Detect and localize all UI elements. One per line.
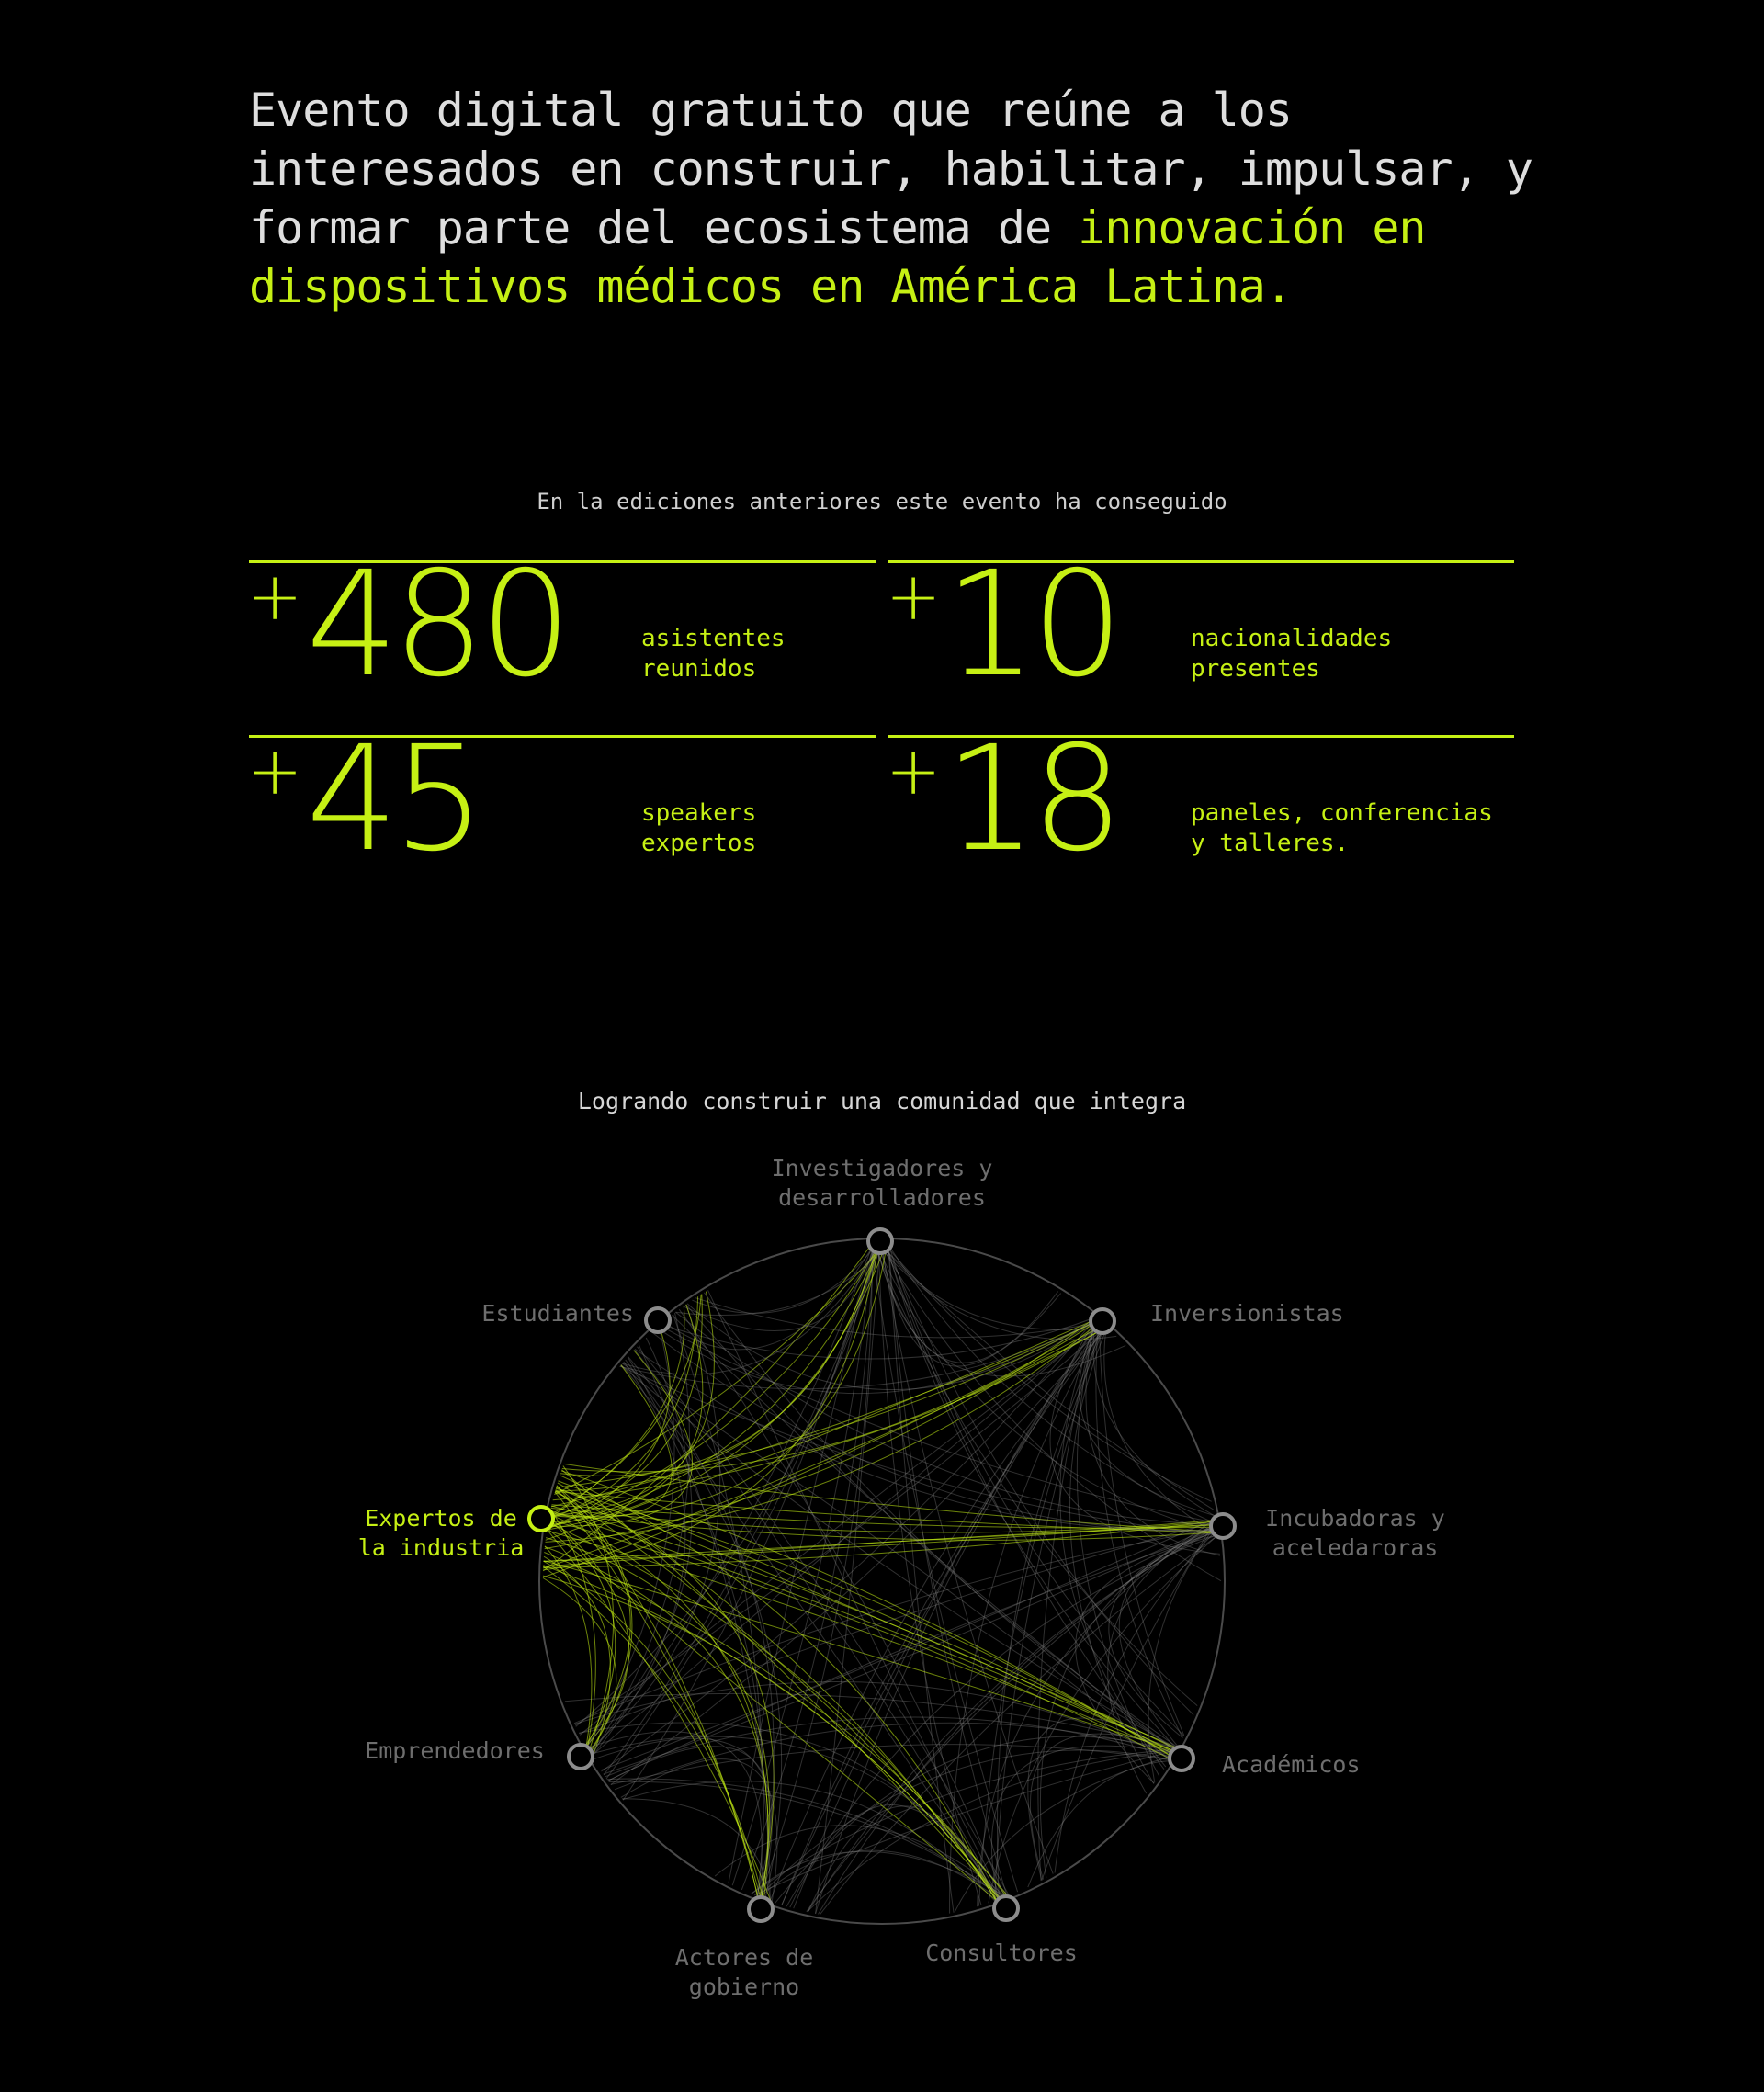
stat-number: 45	[306, 715, 481, 884]
network-node[interactable]	[1211, 1514, 1235, 1538]
node-label: Investigadores y desarrolladores	[771, 1155, 993, 1211]
connection-line	[661, 1317, 1095, 1359]
connection-line	[991, 1746, 1173, 1899]
connection-line	[635, 1349, 1217, 1530]
network-node[interactable]	[868, 1229, 892, 1253]
connection-line	[886, 1242, 1176, 1749]
connection-line	[594, 1738, 770, 1896]
connection-line	[622, 1799, 771, 1902]
network-node[interactable]	[646, 1308, 670, 1332]
connection-line	[819, 1527, 1217, 1914]
network-node[interactable]	[1091, 1309, 1114, 1333]
connection-line	[1028, 1761, 1170, 1888]
connection-line	[1093, 1318, 1215, 1516]
connection-line	[770, 1328, 1107, 1902]
connection-line	[875, 1242, 1058, 1363]
network-node[interactable]	[1170, 1747, 1193, 1770]
network-connections	[543, 1242, 1221, 1915]
connection-line-active	[548, 1242, 882, 1527]
connection-line	[657, 1318, 1096, 1394]
connection-line	[761, 1242, 873, 1897]
stat-plus: +	[886, 732, 942, 809]
node-label: Académicos	[1222, 1751, 1361, 1778]
node-label: Expertos de la industria	[357, 1505, 525, 1561]
connection-line	[609, 1781, 1005, 1897]
connection-line	[675, 1312, 1216, 1524]
stat-plus: +	[247, 732, 303, 809]
stat-label: nacionalidades presentes	[1191, 625, 1393, 683]
node-label: Inversionistas	[1150, 1300, 1344, 1327]
node-label: Incubadoras y aceledaroras	[1265, 1505, 1445, 1561]
connection-line	[754, 1750, 1176, 1895]
node-label: Consultores	[925, 1939, 1078, 1966]
connection-line	[955, 1757, 1172, 1913]
connection-line-active	[560, 1242, 880, 1476]
stat-plus: +	[886, 558, 942, 635]
stat-label: asistentes reunidos	[641, 625, 786, 683]
stat-number: 18	[944, 715, 1119, 884]
connection-line	[672, 1315, 1175, 1750]
stat-number: 10	[944, 540, 1119, 709]
connection-line	[575, 1327, 1105, 1725]
stat-label: speakers expertos	[641, 799, 757, 857]
stats-caption: En la ediciones anteriores este evento ha conseguido	[537, 489, 1227, 515]
connection-line	[1119, 1532, 1217, 1747]
connection-line	[1069, 1328, 1153, 1784]
connection-line	[628, 1357, 775, 1898]
connection-line	[1040, 1525, 1216, 1878]
connection-line	[1080, 1320, 1215, 1516]
connection-line	[995, 1323, 1102, 1901]
community-caption: Logrando construir una comunidad que integra	[577, 1088, 1187, 1114]
intro-text-highlight: innovación en dispositivos médicos en América Latina.	[249, 201, 1426, 313]
intro-text-plain: Evento digital gratuito que reúne a los interesados en construir, habilitar, impulsar, y formar parte del ecosistema de	[249, 84, 1532, 254]
network-node[interactable]	[994, 1896, 1018, 1920]
connection-line-active	[550, 1510, 595, 1748]
node-label: Actores de gobierno	[674, 1944, 814, 2000]
connection-line	[752, 1749, 1177, 1894]
stat-plus: +	[247, 558, 303, 635]
stat-label: paneles, conferencias y talleres.	[1191, 799, 1493, 857]
node-label: Estudiantes	[481, 1300, 634, 1327]
network-node[interactable]	[569, 1745, 593, 1769]
connection-line	[684, 1242, 876, 1330]
stat-number: 480	[306, 540, 567, 709]
node-label: Emprendedores	[365, 1737, 545, 1764]
connection-line	[695, 1298, 1101, 1338]
connection-line-active	[546, 1538, 769, 1898]
network-node[interactable]	[749, 1897, 773, 1921]
connection-line	[1104, 1327, 1218, 1535]
connection-line-active	[544, 1556, 610, 1758]
